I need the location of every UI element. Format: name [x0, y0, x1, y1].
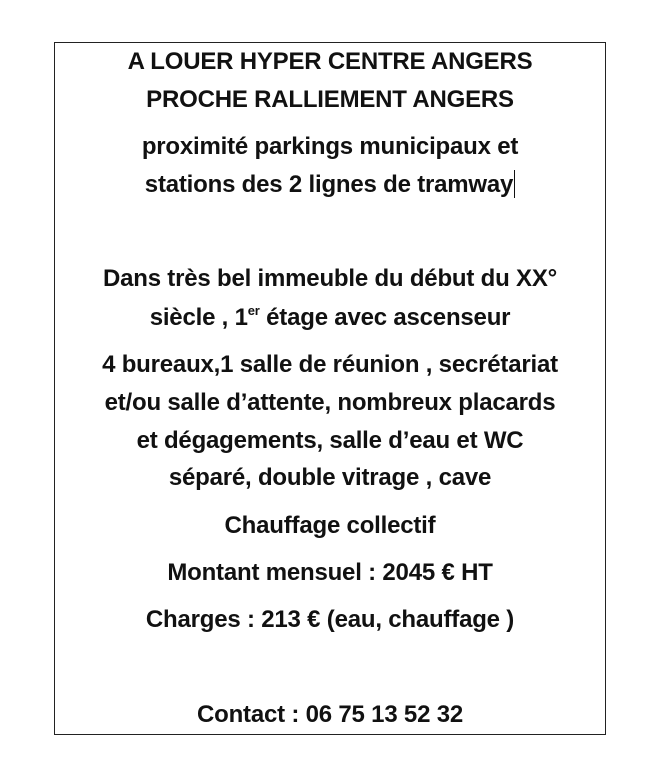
heading-line-2: PROCHE RALLIEMENT ANGERS	[146, 86, 514, 113]
rent-line: Montant mensuel : 2045 € HT	[167, 559, 493, 586]
proximity-line-2-text: stations des 2 lignes de tramway	[144, 171, 514, 198]
rooms-line-2: et/ou salle d’attente, nombreux placards	[104, 389, 556, 416]
ordinal-superscript: er	[247, 303, 260, 318]
rooms-line-1: 4 bureaux,1 salle de réunion , secrétariat	[102, 351, 558, 378]
text-cursor	[514, 170, 515, 198]
building-line-2-prefix: siècle , 1	[149, 304, 248, 331]
charges-line: Charges : 213 € (eau, chauffage )	[145, 606, 515, 633]
building-line-2	[54, 303, 606, 333]
proximity-line-1: proximité parkings municipaux et	[141, 133, 519, 160]
proximity-line-2	[54, 170, 606, 200]
heading-line-1: A LOUER HYPER CENTRE ANGERS	[127, 48, 533, 75]
rooms-line-3: et dégagements, salle d’eau et WC	[136, 427, 524, 454]
building-line-2-suffix: étage avec ascenseur	[259, 304, 511, 331]
building-line-1: Dans très bel immeuble du début du XX°	[102, 265, 558, 292]
contact-line: Contact : 06 75 13 52 32	[196, 701, 463, 728]
rooms-line-4: séparé, double vitrage , cave	[168, 464, 492, 491]
heating-line: Chauffage collectif	[224, 512, 436, 539]
